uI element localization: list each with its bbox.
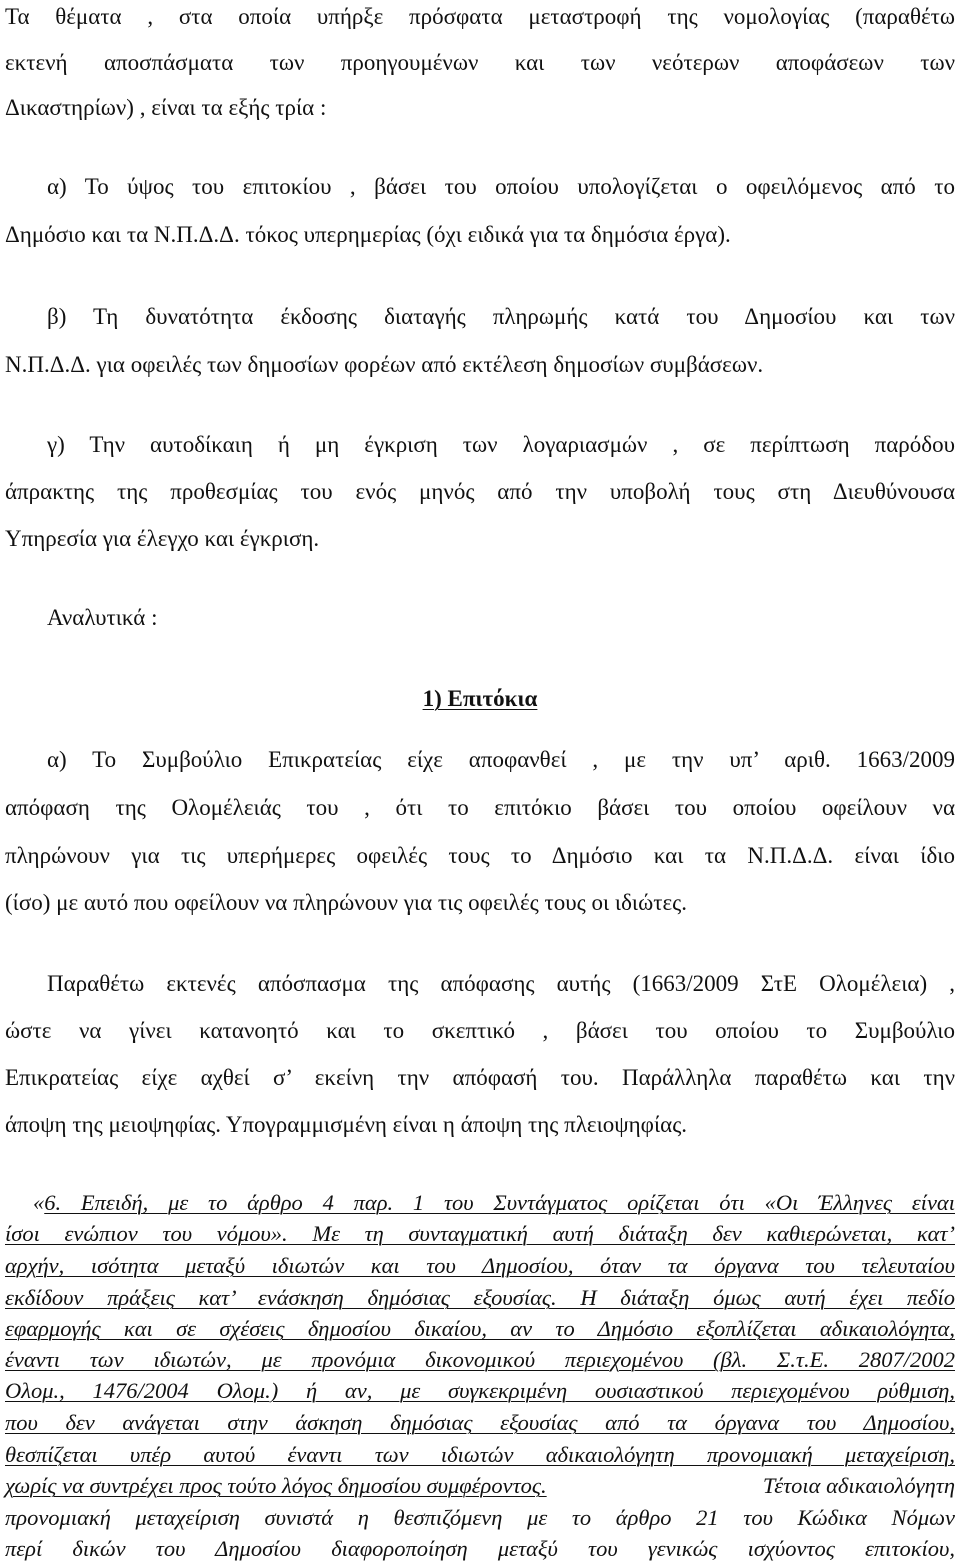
quote-line-8: που δεν ανάγεται στην άσκηση δημόσιας εξουσίας από τα όργανα του Δημοσίου, <box>5 1410 955 1435</box>
quote-line-10-underlined: χωρίς να συντρέχει προς τούτο λόγος δημοσίου συμφέροντος. <box>5 1473 547 1498</box>
para1-line-3: πληρώνουν για τις υπερήμερες οφειλές τους το Δημόσιο και τα Ν.Π.Δ.Δ. είναι ίδιο <box>5 843 955 868</box>
quote-line-2: ίσοι ενώπιον του νόμου». Με τη συνταγματική αυτή διάταξη δεν καθιερώνεται, κατ’ <box>5 1221 955 1246</box>
para1-line-2: απόφαση της Ολομέλειάς του , ότι το επιτόκιο βάσει του οποίου οφείλουν να <box>5 795 955 820</box>
para2-line-2: ώστε να γίνει κατανοητό και το σκεπτικό , βάσει του οποίου το Συμβούλιο <box>5 1018 955 1043</box>
para2-line-3: Επικρατείας είχε αχθεί σ’ εκείνη την απόφασή του. Παράλληλα παραθέτω και την <box>5 1065 955 1090</box>
quote-line-5: εφαρμογής και σε σχέσεις δημοσίου δικαίου, αν το Δημόσιο εξοπλίζεται αδικαιολόγητα, <box>5 1316 955 1341</box>
quote-line-10-rest: Τέτοια αδικαιολόγητη <box>762 1473 955 1498</box>
item-b-line-2: Ν.Π.Δ.Δ. για οφειλές των δημοσίων φορέων από εκτέλεση δημοσίων συμβάσεων. <box>5 352 764 377</box>
quote-line-12: περί δικών του Δημοσίου διαφοροποίηση μεταξύ του γενικώς ισχύοντος επιτοκίου, <box>5 1536 955 1561</box>
quote-line-7: Ολομ., 1476/2004 Ολομ.) ή αν, με συγκεκριμένη ουσιαστικού περιεχομένου ρύθμιση, <box>5 1378 955 1403</box>
section-heading: 1) Επιτόκια <box>422 686 538 711</box>
para1-line-4: (ίσο) με αυτό που οφείλουν να πληρώνουν για τις οφειλές τους οι ιδιώτες. <box>5 890 687 915</box>
quote-line-1-text: 6. Επειδή, με το άρθρο 4 παρ. 1 του Συντάγματος ορίζεται ότι «Οι Έλληνες είναι <box>44 1190 955 1215</box>
quote-line-1 <box>33 1188 955 1218</box>
item-c-line-3: Υπηρεσία για έλεγχο και έγκριση. <box>5 526 320 551</box>
quote-line-9: θεσπίζεται υπέρ αυτού έναντι των ιδιωτών αδικαιολόγητη προνομιακή μεταχείριση, <box>5 1442 955 1467</box>
analytika-label: Αναλυτικά : <box>47 605 158 630</box>
item-a-line-2: Δημόσιο και τα Ν.Π.Δ.Δ. τόκος υπερημερίας (όχι ειδικά για τα δημόσια έργα). <box>5 222 731 247</box>
para1-line-1: α) Το Συμβούλιο Επικρατείας είχε αποφανθεί , με την υπ’ αριθ. 1663/2009 <box>47 747 955 772</box>
quote-line-4: εκδίδουν πράξεις κατ’ ενάσκηση δημόσιας εξουσίας. Η διάταξη όμως αυτή έχει πεδίο <box>5 1285 955 1310</box>
para2-line-1: Παραθέτω εκτενές απόσπασμα της απόφασης αυτής (1663/2009 ΣτΕ Ολομέλεια) , <box>47 971 955 996</box>
item-a-line-1: α) Το ύψος του επιτοκίου , βάσει του οποίου υπολογίζεται ο οφειλόμενος από το <box>47 174 955 199</box>
item-c-line-1: γ) Την αυτοδίκαιη ή μη έγκριση των λογαριασμών , σε περίπτωση παρόδου <box>47 432 955 457</box>
intro-line-1: Τα θέματα , στα οποία υπήρξε πρόσφατα μεταστροφή της νομολογίας (παραθέτω <box>5 4 955 29</box>
quote-line-10 <box>5 1471 955 1501</box>
item-c-line-2: άπρακτης της προθεσμίας του ενός μηνός από την υποβολή τους στη Διευθύνουσα <box>5 479 955 504</box>
quote-line-11: προνομιακή μεταχείριση συνιστά η θεσπιζόμενη με το άρθρο 21 του Κώδικα Νόμων <box>5 1505 955 1530</box>
intro-line-2: εκτενή αποσπάσματα των προηγουμένων και των νεότερων αποφάσεων των <box>5 50 955 75</box>
item-b-line-1: β) Τη δυνατότητα έκδοσης διαταγής πληρωμής κατά του Δημοσίου και των <box>47 304 955 329</box>
quote-open-mark: « <box>33 1190 45 1215</box>
intro-line-3: Δικαστηρίων) , είναι τα εξής τρία : <box>5 95 327 120</box>
quote-line-3: αρχήν, ισότητα μεταξύ ιδιωτών και του Δημοσίου, όταν τα όργανα του τελευταίου <box>5 1253 955 1278</box>
quote-line-6: έναντι των ιδιωτών, με προνόμια δικονομικού περιεχομένου (βλ. Σ.τ.Ε. 2807/2002 <box>5 1347 955 1372</box>
para2-line-4: άποψη της μειοψηφίας. Υπογραμμισμένη είναι η άποψη της πλειοψηφίας. <box>5 1112 688 1137</box>
